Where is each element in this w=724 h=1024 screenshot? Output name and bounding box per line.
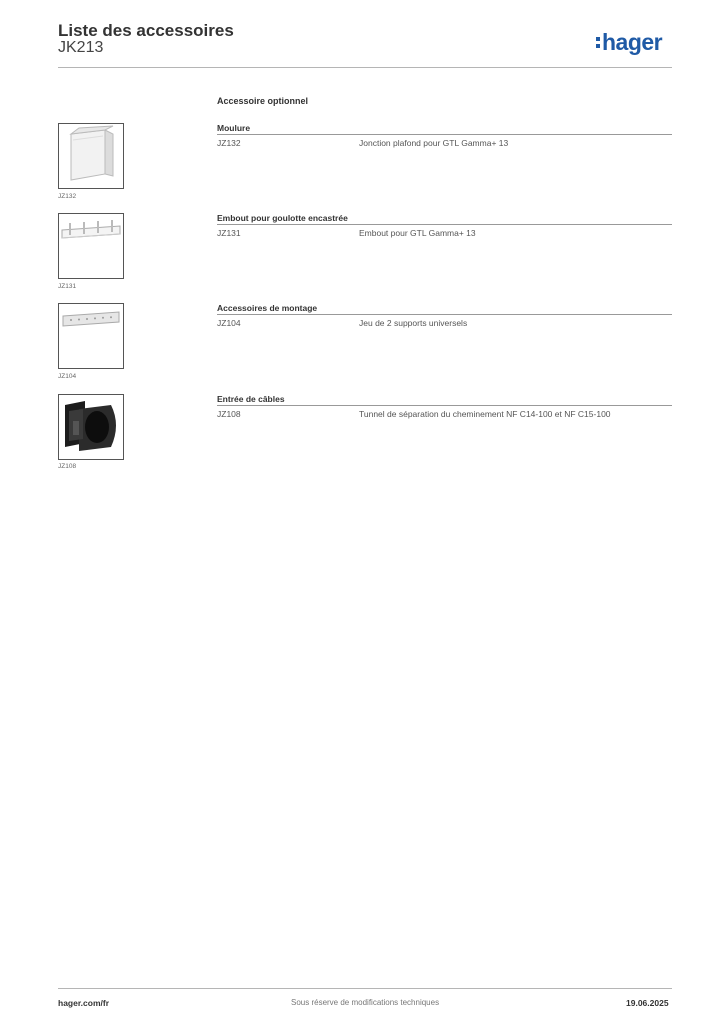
mounting-bracket-image — [59, 304, 123, 368]
accessory-reference: JZ132 — [217, 138, 241, 148]
category-heading: Entrée de câbles — [217, 394, 285, 404]
category-heading: Embout pour goulotte encastrée — [217, 213, 348, 223]
product-thumbnail — [58, 394, 124, 460]
product-thumbnail — [58, 303, 124, 369]
thumbnail-caption: JZ132 — [58, 193, 77, 200]
thumbnail-caption: JZ104 — [58, 373, 77, 380]
accessory-reference: JZ104 — [217, 318, 241, 328]
product-thumbnail — [58, 213, 124, 279]
category-divider — [217, 314, 672, 315]
cable-tunnel-image — [59, 395, 123, 459]
page-title: Liste des accessoires — [58, 21, 234, 40]
header-divider — [58, 67, 672, 68]
thumbnail-caption: JZ131 — [58, 283, 77, 290]
section-label: Accessoire optionnel — [217, 96, 309, 106]
end-cap-image — [59, 214, 123, 278]
accessory-description: Jeu de 2 supports universels — [359, 318, 468, 328]
footer-website-link[interactable]: hager.com/fr — [58, 998, 110, 1008]
footer-date: 19.06.2025 — [626, 998, 669, 1008]
category-divider — [217, 134, 672, 135]
product-reference: JK213 — [58, 39, 104, 56]
category-divider — [217, 224, 672, 225]
hager-logo — [596, 28, 662, 56]
category-divider — [217, 405, 672, 406]
accessory-description: Jonction plafond pour GTL Gamma+ 13 — [359, 138, 509, 148]
accessory-reference: JZ108 — [217, 409, 241, 419]
ceiling-junction-image — [59, 124, 123, 188]
footer-notice: Sous réserve de modifications techniques — [291, 998, 440, 1007]
product-thumbnail — [58, 123, 124, 189]
accessory-description: Tunnel de séparation du cheminement NF C14-100 et NF C15-100 — [359, 409, 611, 419]
logo-dots-icon — [596, 37, 600, 48]
footer-divider — [58, 988, 672, 989]
accessory-description: Embout pour GTL Gamma+ 13 — [359, 228, 476, 238]
category-heading: Moulure — [217, 123, 251, 133]
logo-text: hager — [602, 29, 663, 55]
thumbnail-caption: JZ108 — [58, 463, 77, 470]
accessory-reference: JZ131 — [217, 228, 241, 238]
category-heading: Accessoires de montage — [217, 303, 318, 313]
